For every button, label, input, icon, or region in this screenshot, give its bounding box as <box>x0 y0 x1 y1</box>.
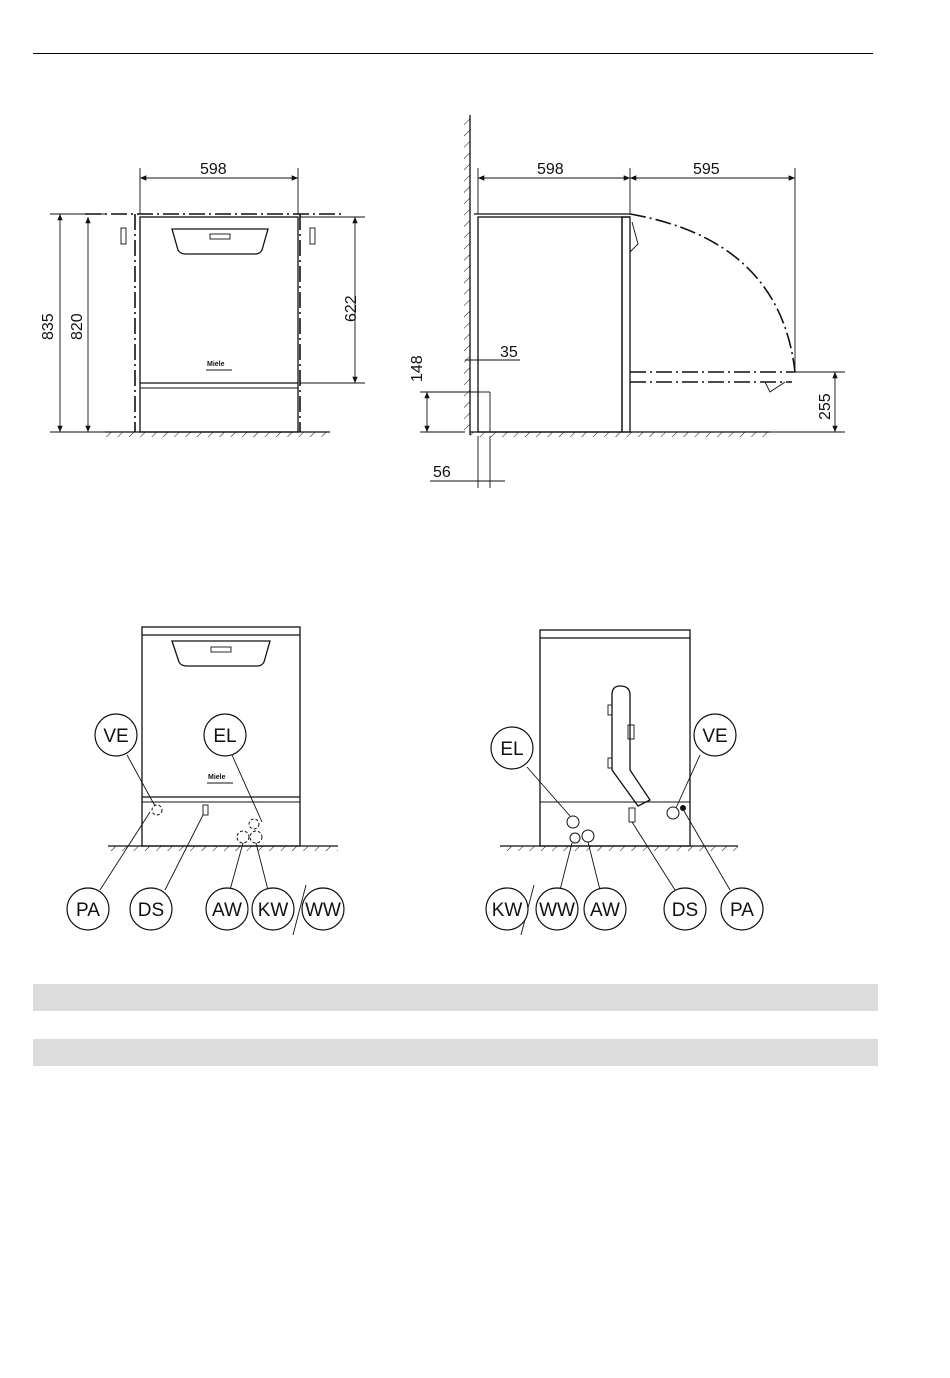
section-band-2 <box>33 1039 878 1066</box>
dim-side-depth: 598 <box>537 161 564 178</box>
dim-door-open: 595 <box>693 161 720 178</box>
label-aw-front: AW <box>212 900 242 921</box>
label-aw-rear: AW <box>590 900 620 921</box>
brand-logo: Miele <box>207 361 225 368</box>
dim-front-height-total: 835 <box>40 313 57 340</box>
dim-front-height-unit: 820 <box>69 313 86 340</box>
label-ve-rear: VE <box>702 726 728 747</box>
connections-rear-drawing <box>486 630 763 935</box>
machine-body <box>140 217 298 432</box>
label-ds-rear: DS <box>671 900 699 921</box>
door-swing-arc <box>630 214 795 372</box>
section-band-1 <box>33 984 878 1011</box>
label-el-front: EL <box>213 726 237 747</box>
label-pa-rear: PA <box>730 900 754 921</box>
machine-side-body <box>478 217 622 432</box>
hose-holder <box>612 686 650 806</box>
dim-front-height-door: 622 <box>343 295 360 322</box>
label-ve-front: VE <box>103 726 129 747</box>
floor-hatch <box>470 432 770 437</box>
side-view-drawing <box>420 115 845 488</box>
label-ww-front: WW <box>305 900 341 921</box>
connections-front-drawing <box>67 627 344 935</box>
wall-hatch <box>464 115 470 435</box>
label-el-rear: EL <box>500 739 524 760</box>
dim-gap-back: 35 <box>500 344 518 361</box>
dim-plinth-height: 148 <box>409 355 426 382</box>
dim-front-width: 598 <box>200 161 227 178</box>
dim-recess: 56 <box>433 464 451 481</box>
control-panel <box>172 229 268 254</box>
label-kw-front: KW <box>257 900 289 921</box>
dim-door-height: 255 <box>817 393 834 420</box>
floor-hatch <box>105 432 330 437</box>
label-ww-rear: WW <box>539 900 575 921</box>
label-ds-front: DS <box>137 900 165 921</box>
label-pa-front: PA <box>76 900 100 921</box>
label-kw-rear: KW <box>491 900 523 921</box>
svg-text:Miele: Miele <box>208 774 226 781</box>
front-view-drawing <box>50 168 365 437</box>
